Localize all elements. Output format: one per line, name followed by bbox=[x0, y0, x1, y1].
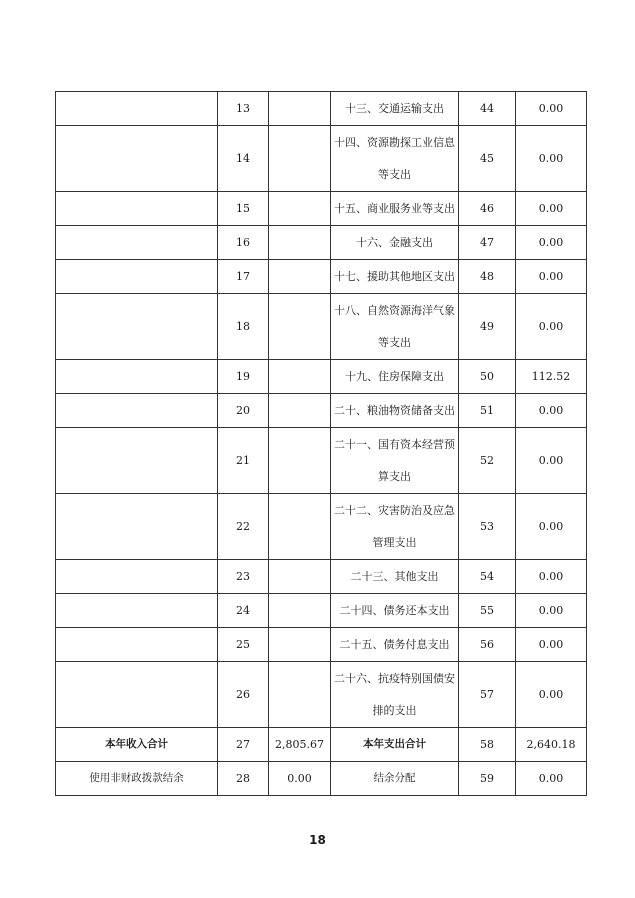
expense-item-name bbox=[331, 494, 459, 560]
income-line-number: 23 bbox=[218, 560, 269, 594]
expense-amount: 0.00 bbox=[516, 192, 587, 226]
income-amount-cell bbox=[269, 294, 331, 360]
expense-line-number: 56 bbox=[459, 628, 516, 662]
income-label-cell bbox=[56, 394, 218, 428]
expense-item-text: 十六、金融支出 bbox=[356, 236, 433, 249]
expense-line-number: 55 bbox=[459, 594, 516, 628]
income-line-number: 22 bbox=[218, 494, 269, 560]
expense-line-number: 44 bbox=[459, 92, 516, 126]
expense-total-label: 本年支出合计 bbox=[331, 728, 459, 762]
income-label-cell bbox=[56, 494, 218, 560]
expense-item-text: 十三、交通运输支出 bbox=[345, 102, 444, 115]
expense-item-name bbox=[331, 92, 459, 126]
income-total-label: 本年收入合计 bbox=[56, 728, 218, 762]
income-line-number: 19 bbox=[218, 360, 269, 394]
income-line-number: 13 bbox=[218, 92, 269, 126]
expense-item-name bbox=[331, 428, 459, 494]
expense-amount: 0.00 bbox=[516, 226, 587, 260]
expense-item-name bbox=[331, 662, 459, 728]
income-amount-cell bbox=[269, 126, 331, 192]
income-amount-cell bbox=[269, 394, 331, 428]
table-body bbox=[56, 92, 587, 796]
table-row bbox=[56, 628, 587, 662]
expense-amount: 0.00 bbox=[516, 92, 587, 126]
income-label-cell bbox=[56, 260, 218, 294]
income-label-cell bbox=[56, 594, 218, 628]
income-line-number: 24 bbox=[218, 594, 269, 628]
expense-item-text: 二十四、债务还本支出 bbox=[339, 604, 450, 617]
surplus-distribution-line-number: 59 bbox=[459, 762, 516, 796]
income-amount-cell bbox=[269, 226, 331, 260]
income-total-line-number: 27 bbox=[218, 728, 269, 762]
income-line-number: 17 bbox=[218, 260, 269, 294]
income-amount-cell bbox=[269, 662, 331, 728]
expense-amount: 0.00 bbox=[516, 560, 587, 594]
expense-item-text: 二十二、灾害防治及应急管理支出 bbox=[334, 503, 455, 549]
expense-amount: 0.00 bbox=[516, 260, 587, 294]
balance-row bbox=[56, 762, 587, 796]
income-label-cell bbox=[56, 560, 218, 594]
income-total-amount: 2,805.67 bbox=[269, 728, 331, 762]
expense-item-text: 二十、粮油物资储备支出 bbox=[334, 404, 455, 417]
expense-amount: 0.00 bbox=[516, 294, 587, 360]
income-line-number: 15 bbox=[218, 192, 269, 226]
expense-item-text: 二十一、国有资本经营预算支出 bbox=[334, 437, 455, 483]
expense-line-number: 47 bbox=[459, 226, 516, 260]
surplus-distribution-amount: 0.00 bbox=[516, 762, 587, 796]
expense-line-number: 52 bbox=[459, 428, 516, 494]
expense-item-text: 二十五、债务付息支出 bbox=[339, 638, 450, 651]
income-label-cell bbox=[56, 126, 218, 192]
income-amount-cell bbox=[269, 494, 331, 560]
expense-line-number: 45 bbox=[459, 126, 516, 192]
expense-item-text: 十七、援助其他地区支出 bbox=[334, 270, 455, 283]
expense-item-name bbox=[331, 192, 459, 226]
expense-item-name bbox=[331, 126, 459, 192]
expense-amount: 0.00 bbox=[516, 628, 587, 662]
expense-amount: 0.00 bbox=[516, 428, 587, 494]
table-row bbox=[56, 360, 587, 394]
expense-line-number: 49 bbox=[459, 294, 516, 360]
table-row bbox=[56, 226, 587, 260]
expense-line-number: 51 bbox=[459, 394, 516, 428]
surplus-distribution-label: 结余分配 bbox=[331, 762, 459, 796]
table-row bbox=[56, 662, 587, 728]
income-label-cell bbox=[56, 226, 218, 260]
expense-item-text: 十八、自然资源海洋气象等支出 bbox=[334, 303, 455, 349]
expense-item-text: 二十三、其他支出 bbox=[350, 570, 439, 583]
expense-amount: 0.00 bbox=[516, 494, 587, 560]
table-row bbox=[56, 594, 587, 628]
expense-item-name bbox=[331, 628, 459, 662]
income-label-cell bbox=[56, 360, 218, 394]
expense-line-number: 46 bbox=[459, 192, 516, 226]
income-amount-cell bbox=[269, 360, 331, 394]
expense-amount: 0.00 bbox=[516, 394, 587, 428]
table-row bbox=[56, 560, 587, 594]
expense-item-name bbox=[331, 360, 459, 394]
expense-item-name bbox=[331, 226, 459, 260]
income-amount-cell bbox=[269, 428, 331, 494]
expense-line-number: 57 bbox=[459, 662, 516, 728]
table-row bbox=[56, 260, 587, 294]
expense-line-number: 48 bbox=[459, 260, 516, 294]
income-line-number: 25 bbox=[218, 628, 269, 662]
expense-line-number: 53 bbox=[459, 494, 516, 560]
income-amount-cell bbox=[269, 560, 331, 594]
total-row bbox=[56, 728, 587, 762]
income-amount-cell bbox=[269, 92, 331, 126]
table-row bbox=[56, 126, 587, 192]
expense-item-text: 二十六、抗疫特别国债安排的支出 bbox=[334, 671, 455, 717]
income-line-number: 18 bbox=[218, 294, 269, 360]
income-label-cell bbox=[56, 428, 218, 494]
income-line-number: 14 bbox=[218, 126, 269, 192]
income-label-cell bbox=[56, 662, 218, 728]
table-row bbox=[56, 428, 587, 494]
income-amount-cell bbox=[269, 628, 331, 662]
expense-item-text: 十四、资源勘探工业信息等支出 bbox=[334, 135, 455, 181]
income-line-number: 20 bbox=[218, 394, 269, 428]
non-fiscal-balance-amount: 0.00 bbox=[269, 762, 331, 796]
financial-statement-table bbox=[55, 91, 587, 796]
table-row bbox=[56, 494, 587, 560]
non-fiscal-balance-label: 使用非财政拨款结余 bbox=[56, 762, 218, 796]
income-label-cell bbox=[56, 92, 218, 126]
income-label-cell bbox=[56, 628, 218, 662]
expense-item-name bbox=[331, 260, 459, 294]
income-line-number: 26 bbox=[218, 662, 269, 728]
non-fiscal-balance-line-number: 28 bbox=[218, 762, 269, 796]
expense-item-name bbox=[331, 294, 459, 360]
income-amount-cell bbox=[269, 192, 331, 226]
expense-line-number: 50 bbox=[459, 360, 516, 394]
expense-line-number: 54 bbox=[459, 560, 516, 594]
income-label-cell bbox=[56, 294, 218, 360]
table-row bbox=[56, 92, 587, 126]
expense-total-line-number: 58 bbox=[459, 728, 516, 762]
expense-amount: 112.52 bbox=[516, 360, 587, 394]
table-row bbox=[56, 192, 587, 226]
table-row bbox=[56, 394, 587, 428]
expense-item-name bbox=[331, 394, 459, 428]
income-line-number: 21 bbox=[218, 428, 269, 494]
expense-total-amount: 2,640.18 bbox=[516, 728, 587, 762]
expense-item-text: 十九、住房保障支出 bbox=[345, 370, 444, 383]
table-row bbox=[56, 294, 587, 360]
income-amount-cell bbox=[269, 594, 331, 628]
expense-item-name bbox=[331, 560, 459, 594]
expense-item-text: 十五、商业服务业等支出 bbox=[334, 202, 455, 215]
expense-amount: 0.00 bbox=[516, 126, 587, 192]
page-number: 18 bbox=[309, 833, 326, 847]
expense-item-name bbox=[331, 594, 459, 628]
income-label-cell bbox=[56, 192, 218, 226]
expense-amount: 0.00 bbox=[516, 662, 587, 728]
income-line-number: 16 bbox=[218, 226, 269, 260]
income-amount-cell bbox=[269, 260, 331, 294]
expense-amount: 0.00 bbox=[516, 594, 587, 628]
